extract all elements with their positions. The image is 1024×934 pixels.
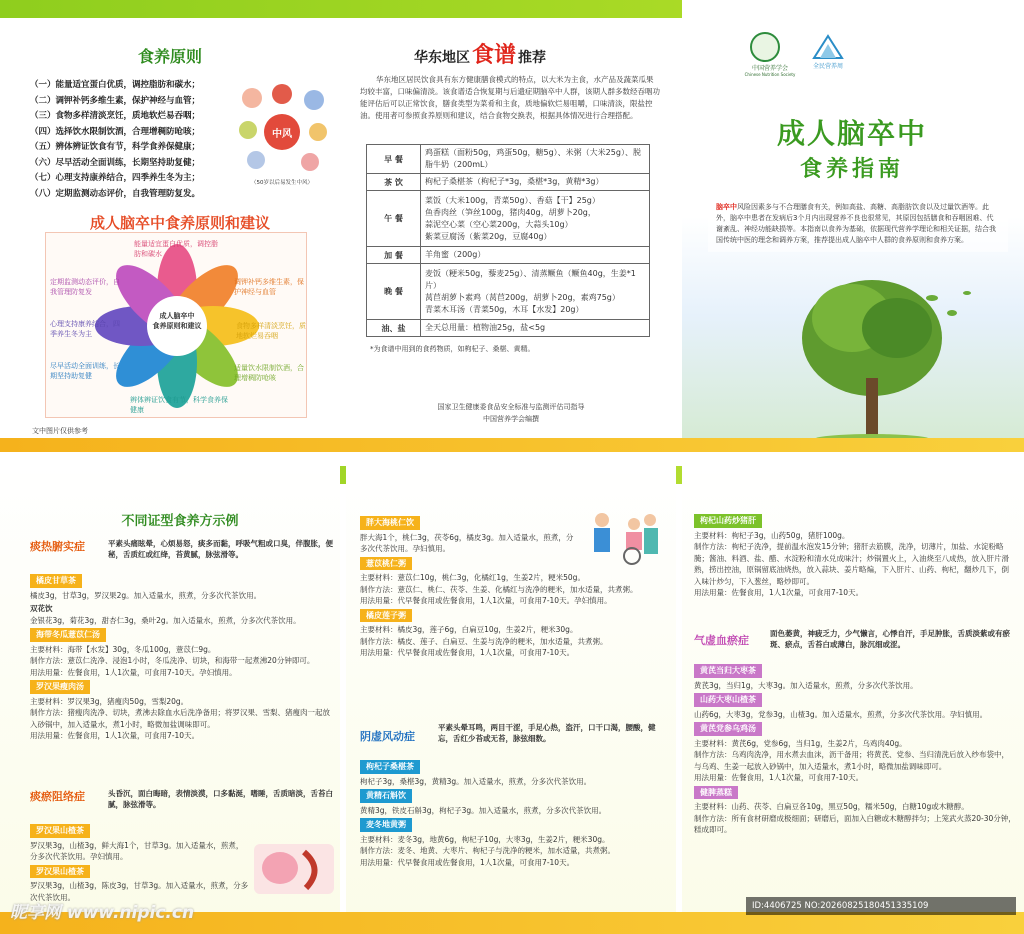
recipe-heading-plain: 双花饮 [30,604,53,613]
org-author: 中国营养学会编撰 [483,415,539,423]
syndrome-4-desc: 面色萎黄，神疲乏力，少气懒言，心悸自汗，手足肿胀，舌质淡紫或有瘀斑、瘀点，舌苔白或薄白，脉沉细或涩。 [770,629,1010,649]
syndrome-3-name: 阴虚风动症 [360,730,415,743]
mid-recipes-2 [360,572,670,659]
menu-dishes: 鸡蛋糕（面粉50g，鸡蛋50g，糖5g）、米粥（大米25g）、脱脂牛奶（200mL） [421,145,650,174]
recipe-text: 主要材料：山药、茯苓、白扁豆各10g，黑豆50g，糯米50g，白糖10g或木糖醇。 [694,802,969,811]
recipe-text: 制作方法：乌鸡肉洗净，用水煮去血沫，沥干备用；将黄芪、党参、当归清洗后放入纱布袋中，与乌鸡、生姜一起放入砂锅中，加入适量水，煮1小时，略微加盐调味即可。 [694,750,1009,771]
recipe-text: 用法用量：佐餐食用，1人1次量，可食用7-10天。孕妇慎用。 [30,667,237,677]
cns-logo-icon [750,32,780,62]
petal-7: 心理支持康养结合，四季养生冬为主 [50,320,120,338]
right-recipes-2 [694,662,1016,836]
recipe-title-c: 推荐 [518,50,547,66]
syndrome-3 [360,722,670,744]
recipe-panel [346,0,676,452]
cover-title-2: 食养指南 [799,157,904,182]
top-sheet [0,0,1024,452]
flower-title: 成人脑卒中食养原则和建议 [89,214,270,232]
recipe-title-a: 华东地区 [414,50,470,66]
org-guidance: 国家卫生健康委食品安全标准与监测评估司指导 [437,403,585,411]
caregiver-illustration [588,510,668,566]
recipe-heading: 枸杞子桑椹茶 [360,760,420,774]
sheet-gap [0,452,1024,466]
brain-illustration [254,844,334,894]
recipe-text: 黄芪3g，当归1g，大枣3g。加入适量水，煎煮，分多次代茶饮用。 [694,680,918,690]
syndrome-3-desc: 平素头晕耳鸣，两目干涩，手足心热，盗汗，口干口渴，腰酸，健忘，舌红少苔或无苔，脉弦细数。 [438,723,656,743]
recipe-heading: 黄芪党参乌鸡汤 [694,722,762,736]
recipe-text: 制作方法：所有食材研磨成极细面；研磨后，面加入白糖或木糖醇拌匀；上笼武火蒸20-30分钟，糕成即可。 [694,813,1016,834]
recipe-text: 主要材料：薏苡仁10g，桃仁3g，化橘红1g，生姜2片，粳米50g。 [360,573,585,582]
recipe-heading: 罗汉果山楂茶 [30,865,90,879]
recipe-text: 主要材料：麦冬3g，地黄6g，枸杞子10g，大枣3g，生姜2片，粳米30g。 [360,834,610,844]
syndrome-4-name: 气虚血瘀症 [694,634,749,647]
cover-panel [682,0,1024,452]
menu-dishes: 菜饭（大米100g，青菜50g）、香菇【干】25g） 鱼香肉丝（笋丝100g，猪肉40g，胡萝卜20g， 蒜泥空心菜（空心菜200g，大蒜头10g） 紫菜豆腐汤（紫菜20g，豆腐40g） [421,191,650,247]
top-yellow-band [0,438,1024,452]
recipe-heading: 健脾蒸糕 [694,786,738,800]
menu-meal: 加 餐 [367,247,421,264]
principle-item: （三）食物多样清淡烹饪，质地软烂易吞咽； [30,111,201,121]
bottom-sheet [0,466,1024,934]
tree-head-illustration [782,268,982,448]
syndrome-panel-mid [346,466,676,934]
flower-center-label: 成人脑卒中 食养原则和建议 [152,312,202,330]
right-recipes-1 [694,512,1016,599]
recipe-text: 主要材料：黄芪6g，党参6g，当归1g，生姜2片，乌鸡肉40g。 [694,738,907,748]
principles-flower [45,232,307,418]
recipe-text: 主要材料：枸杞子3g，山药50g，猪肝100g。 [694,530,850,540]
cover-desc-text: 风险因素多与不合理膳食有关，例如高盐、高糖、高脂肪饮食以及过量饮酒等。此外，脑卒中患者在发病后3个月内出现营养不良也很常见，其原因包括膳食和吞咽困难、代谢紊乱、神经功能缺损等。本指南以食养为基础，依据现代营养学理论和相关证据，结合我国传统中医的理念和调养方案，推荐提出成人脑卒中人群的食养原则和食养方案。 [716,203,996,244]
recipe-text: 用法用量：代早餐食用或佐餐食用，1人1次量，可食用7-10天。 [360,857,575,867]
principle-item: （六）尽早活动全面训练，长期坚持助复健； [30,157,201,168]
menu-dishes: 枸杞子桑椹茶（枸杞子*3g，桑椹*3g，黄精*3g） [421,174,650,191]
recipe-text: 罗汉果3g，山楂3g，鲜大海1个，甘草3g。加入适量水，煎煮，分多次代茶饮用。孕妇慎用。 [30,840,244,861]
recipe-text: 金银花3g，菊花3g，甜杏仁3g，桑叶2g。加入适量水，煎煮，分多次代茶饮用。 [30,615,301,625]
petal-8: 定期监测动态评价，自我管理防复发 [50,278,120,296]
menu-meal: 茶 饮 [367,174,421,191]
recipe-text: 用法用量：代早餐食用或佐餐食用，1人1次量，可食用7-10天。孕妇慎用。 [360,596,612,605]
cns-logo-en: Chinese Nutrition Society [744,72,796,77]
syndrome-2-desc: 头昏沉，面白晦暗，表情淡漠，口多黏涎，嗜睡，舌质暗淡，舌苔白腻，脉弦滑等。 [108,789,333,809]
stroke-illustration [232,80,332,190]
recipe-heading: 枸杞山药炒猪肝 [694,514,762,528]
watermark-id: ID:4406725 NO:20260825180451335109 [746,897,1016,915]
recipe-heading: 橘皮甘草茶 [30,574,82,588]
recipe-text: 主要材料：罗汉果3g，猪瘦肉50g，雪梨20g。 [30,696,189,706]
cover-title-1: 成人脑卒中 [776,117,927,150]
menu-meal: 午 餐 [367,191,421,247]
syndrome-1-recipes [30,572,335,742]
nutrition-week-logo-text: 全民营养周 [812,63,843,70]
recipe-menu-table [366,144,650,337]
recipe-heading: 罗汉果瘦肉汤 [30,680,90,694]
syndrome-1-desc: 平素头痛眩晕，心烦易怒，痰多而黏，呼吸气粗或口臭，伴腹胀，便秘，舌质红或红绛，苔黄腻，脉弦滑等。 [108,539,333,559]
petal-3: 食物多样清淡烹饪，质地软烂易吞咽 [236,322,306,340]
menu-row [367,247,650,264]
syndrome-2-recipes [30,822,250,903]
menu-row [367,191,650,247]
recipe-heading: 黄芪当归大枣茶 [694,664,762,678]
recipe-text: 制作方法：猪瘦肉洗净、切块，煮沸去除血水后洗净备用；将罗汉果、雪梨、猪瘦肉一起放入砂锅中，加入适量水，煮1小时，略微加盐调味即可。 [30,708,330,729]
image-note: 文中图片仅供参考 [32,427,88,435]
syndrome-panel-left [0,466,340,934]
menu-dishes: 全天总用量：植物油25g，盐<5g [421,320,650,337]
recipe-heading: 黄精石斛饮 [360,789,412,803]
recipe-text: 用法用量：佐餐食用，1人1次量，可食用7-10天。 [30,731,200,740]
watermark-site: 昵享网 www.nipic.cn [10,903,195,923]
syndrome-title: 不同证型食养方示例 [121,514,239,529]
principle-item: （五）辨体辨证饮食有节，科学食养保健康； [30,142,201,152]
principle-item: （八）定期监测动态评价，自我管理防复发。 [30,188,201,199]
principle-item: （四）选择饮水限制饮酒，合理增稠防呛咳； [30,126,201,137]
recipe-heading: 山药大枣山楂茶 [694,693,762,707]
recipe-text: 制作方法：薏苡仁洗净、浸泡1小时，冬瓜洗净、切块，和海带一起煮沸20分钟即可。 [30,656,315,665]
recipe-text: 罗汉果3g，山楂3g，陈皮3g，甘草3g。加入适量水，煎煮，分多次代茶饮用。 [30,881,249,902]
principle-item: （一）能量适宜蛋白优质，调控脂肪和碳水； [30,80,201,90]
menu-meal: 晚 餐 [367,264,421,320]
recipe-text: 黄精3g，铁皮石斛3g，枸杞子3g。加入适量水，煎煮，分多次代茶饮用。 [360,805,607,815]
recipe-title-b: 食谱 [472,42,517,68]
menu-dishes: 羊角蜜（200g） [421,247,650,264]
recipe-text: 用法用量：佐餐食用，1人1次量，可食用7-10天。 [694,588,864,597]
diagram-center-label: 中风 [272,129,292,140]
syndrome-2-name: 痰瘀阻络症 [30,790,85,803]
petal-2: 调钾补钙多维生素，保护神经与血管 [234,278,304,296]
petal-6: 尽早活动全面训练，长期坚持助复健 [50,362,120,380]
cover-description [708,196,1008,252]
principles-list [30,78,250,202]
recipe-heading: 薏苡桃仁粥 [360,557,412,571]
petal-4: 适量饮水限制饮酒，合理增稠防呛咳 [234,364,304,382]
syndrome-2 [30,788,335,810]
cns-logo-text: 中国营养学会 [751,65,788,72]
recipe-intro: 华东地区居民饮食具有东方健康膳食模式的特点，以大米为主食，水产品及蔬菜瓜果均较丰富，口味偏清淡。该食谱适合恢复期与后遗症期脑卒中人群，该期人群多数经吞咽功能评估后可以正常饮食，膳食类型为菜肴和主食，质地偏软烂易咀嚼，口味清淡，限盐控油。使用者可参照食养原则和建议，结合食物交换表，根据具体情况进行合理搭配。 [360,75,660,120]
recipe-text: 用法用量：佐餐食用，1人1次量，可食用7-10天。 [694,773,864,782]
principle-item: （二）调钾补钙多维生素，保护神经与血管； [30,95,201,106]
mid-recipes-1 [360,514,580,572]
syndrome-1 [30,538,335,560]
diagram-caption: （50岁以后易发生中风） [251,180,313,186]
menu-dishes: 麦饭（粳米50g，藜麦25g）、清蒸鳜鱼（鳜鱼40g，生姜*1片） 莴苣胡萝卜素鸡（莴苣200g，胡萝卜20g，素鸡75g） 青菜木耳汤（青菜50g，木耳【水发】20g） [421,264,650,320]
recipe-text: 主要材料：橘皮3g，莲子6g，白扁豆10g，生姜2片，粳米30g。 [360,625,578,634]
recipe-heading: 罗汉果山楂茶 [30,824,90,838]
petal-5: 辨体辨证饮食有节，科学食养保健康 [130,396,228,414]
recipe-text: 用法用量：代早餐食用或佐餐食用，1人1次量，可食用7-10天。 [360,648,575,657]
principles-title: 食养原则 [137,47,202,66]
recipe-text: 胖大海1个，桃仁3g，茯苓6g，橘皮3g。加入适量水，煎煮，分多次代茶饮用。孕妇慎用。 [360,532,574,553]
menu-row [367,145,650,174]
syndrome-1-name: 痰热腑实症 [30,540,85,553]
recipe-heading: 橘皮莲子粥 [360,609,412,623]
recipe-text: 枸杞子3g，桑椹3g，黄精3g。加入适量水，煎煮，分多次代茶饮用。 [360,776,592,786]
recipe-text: 橘皮3g，甘草3g，罗汉果2g。加入适量水，煎煮，分多次代茶饮用。 [30,590,262,600]
recipe-text: 制作方法：麦冬、地黄、大枣片、枸杞子与洗净的粳米，加水适量，共煮粥。 [360,846,615,855]
menu-row [367,174,650,191]
recipe-text: 山药6g，大枣3g，党参3g，山楂3g。加入适量水，煎煮，分多次代茶饮用。孕妇慎用。 [694,709,988,719]
recipe-heading: 麦冬地黄粥 [360,818,412,832]
petal-1: 能量适宜蛋白优质，调控脂肪和碳水 [134,240,218,258]
menu-row [367,264,650,320]
syndrome-4 [694,628,1016,650]
recipe-text: 制作方法：薏苡仁、桃仁、茯苓、生姜、化橘红与洗净的粳米，加水适量，共煮粥。 [360,584,638,594]
syndrome-panel-right [682,466,1024,934]
recipe-text: 制作方法：橘皮、莲子、白扁豆、生姜与洗净的粳米，加水适量，共煮粥。 [360,636,608,646]
recipe-text: 制作方法：枸杞子洗净，提前温水泡发15分钟；猪肝去筋膜，洗净，切薄片，加盐、水淀粉略腌；酱油、料酒、盐、醋、水淀粉和清水兑成味汁；炒锅置火上，入油烧至八成热，放入肝片滑熟，捞出控油，原锅留底油烧热，放入蒜块、姜片略煸，下入肝片、山药、枸杞，翻炒几下，倒入味汁炒匀，下入葱丝，略炒即可。 [694,542,1009,586]
nutrition-week-logo-icon [812,34,844,60]
menu-meal: 早 餐 [367,145,421,174]
recipe-footnote: *为食谱中用到的食药物质，如枸杞子、桑椹、黄精。 [370,345,535,353]
recipe-heading: 海带冬瓜薏苡仁汤 [30,628,106,642]
principles-panel [0,0,340,452]
menu-meal: 油、盐 [367,320,421,337]
principle-item: （七）心理支持康养结合，四季养生冬为主； [30,173,201,183]
recipe-text: 主要材料：海带【水发】30g，冬瓜100g，薏苡仁9g。 [30,644,216,654]
mid-recipes-3 [360,758,670,868]
cover-desc-highlight: 脑卒中 [716,203,737,211]
menu-row [367,320,650,337]
recipe-heading: 胖大海桃仁饮 [360,516,420,530]
recipe-title [414,38,546,69]
